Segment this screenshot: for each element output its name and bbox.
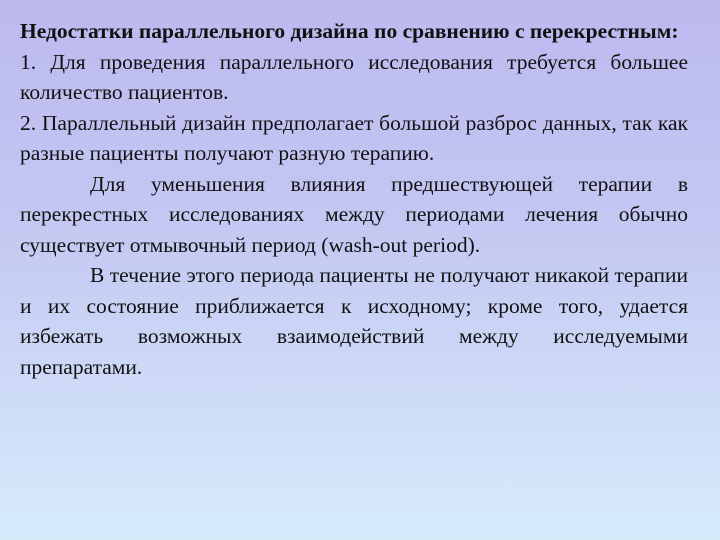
paragraph-washout-effect: В течение этого периода пациенты не получают никакой терапии и их состояние приближается к исходному; кроме того, удается избежать возможных взаимодействий между исследуемыми препаратами. xyxy=(20,263,688,379)
list-item-2: 2. Параллельный дизайн предполагает большой разброс данных, так как разные пациенты получают разную терапию. xyxy=(20,110,688,165)
paragraph-washout: Для уменьшения влияния предшествующей терапии в перекрестных исследованиях между периодами лечения обычно существует отмывочный период (wash-out period). xyxy=(20,171,688,257)
slide-heading: Недостатки параллельного дизайна по сравнению с перекрестным: xyxy=(20,19,679,43)
slide-content xyxy=(20,16,688,382)
list-item-1: 1. Для проведения параллельного исследования требуется большее количество пациентов. xyxy=(20,49,688,104)
